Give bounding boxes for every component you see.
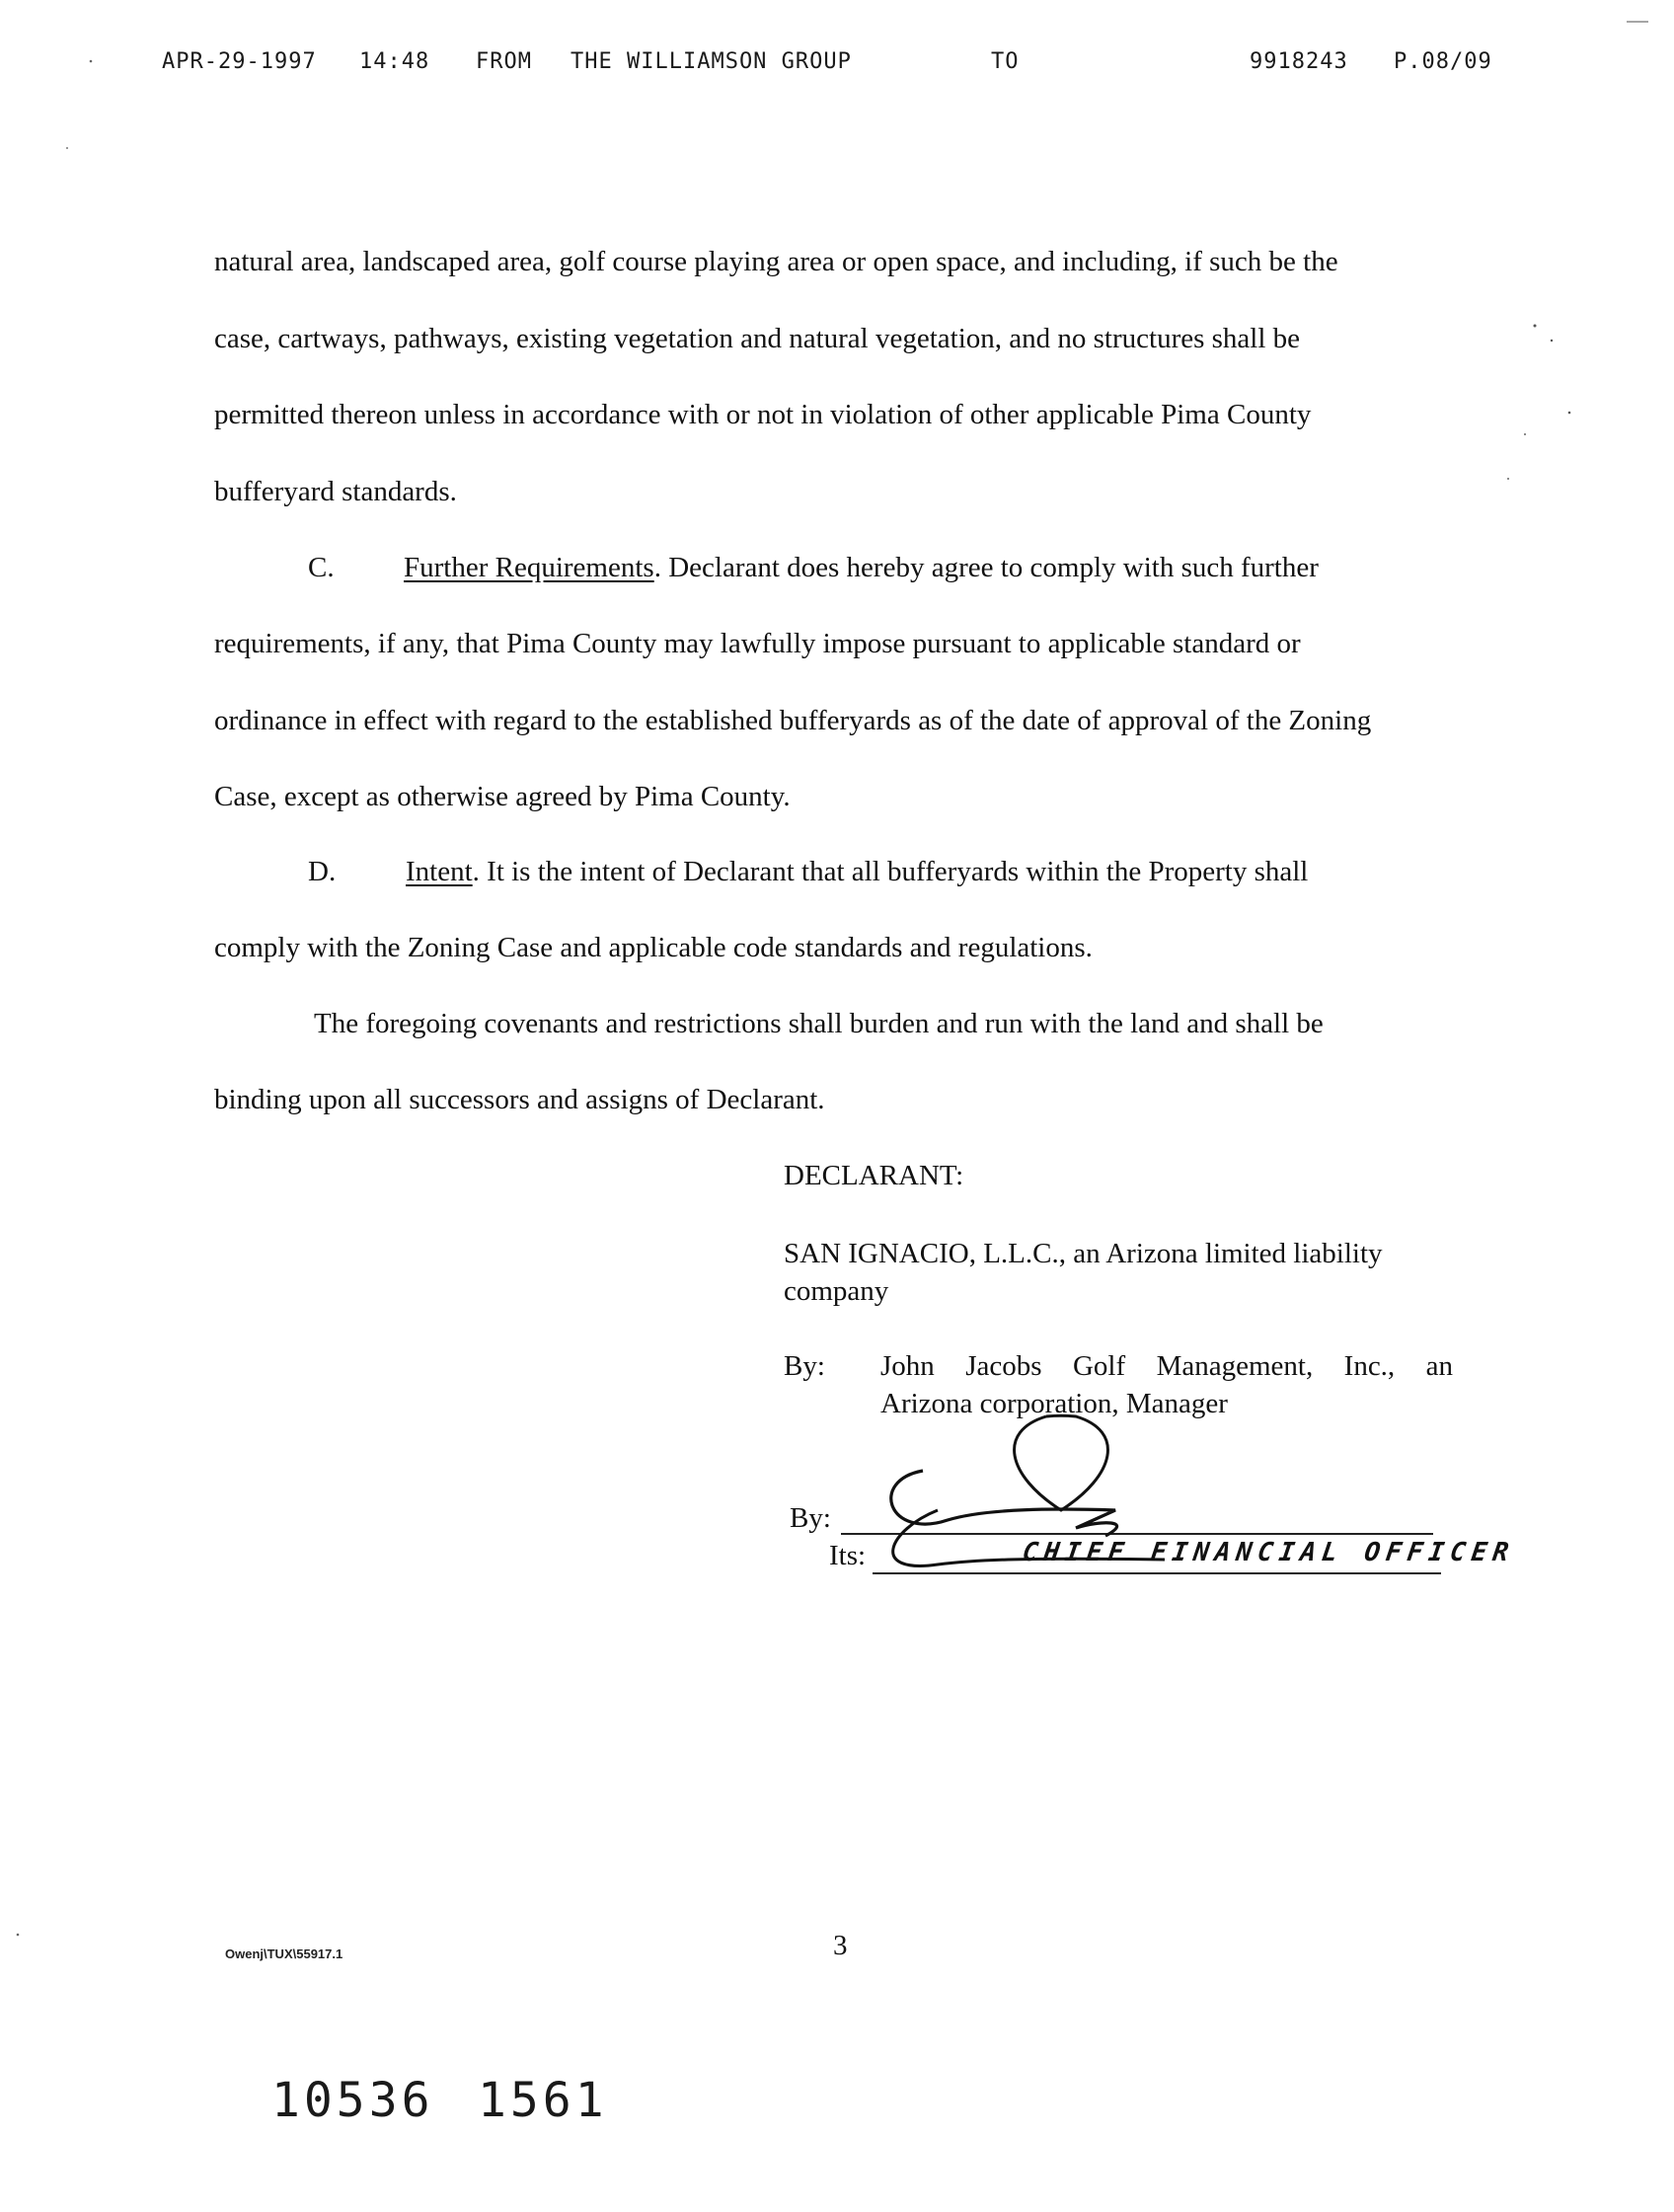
closing-line-1: The foregoing covenants and restrictions shall burden and run with the land and shall be: [314, 1008, 1324, 1039]
section-c-letter: C.: [308, 552, 335, 583]
entity-line-1: SAN IGNACIO, L.L.C., an Arizona limited liability: [784, 1238, 1383, 1269]
its-handwritten-title: CHIEF FINANCIAL OFFICER: [1020, 1538, 1517, 1567]
body-line-4: bufferyard standards.: [214, 476, 457, 507]
fax-to-label: TO: [991, 49, 1020, 74]
fax-time: 14:48: [359, 49, 430, 74]
section-c-line-2: requirements, if any, that Pima County may lawfully impose pursuant to applicable standard or: [214, 628, 1301, 659]
section-c-heading: Further Requirements: [404, 552, 654, 583]
body-line-3: permitted thereon unless in accordance with or not in violation of other applicable Pima County: [214, 399, 1312, 430]
section-d-heading: Intent: [406, 856, 473, 887]
its-label: Its:: [829, 1540, 867, 1571]
entity-line-2: company: [784, 1275, 889, 1307]
section-c-line-3: ordinance in effect with regard to the established bufferyards as of the date of approval of the Zoning: [214, 705, 1372, 736]
fax-date: APR-29-1997: [162, 49, 317, 74]
fax-from-name: THE WILLIAMSON GROUP: [571, 49, 852, 74]
by-label-1: By:: [784, 1350, 825, 1382]
section-c-text: . Declarant does hereby agree to comply with such further: [653, 552, 1319, 583]
fax-number: 9918243: [1250, 49, 1348, 74]
section-d-line-2: comply with the Zoning Case and applicable code standards and regulations.: [214, 932, 1093, 963]
section-d-text: . It is the intent of Declarant that all bufferyards within the Property shall: [472, 856, 1309, 887]
page-number: 3: [833, 1930, 848, 1961]
manager-line-2: Arizona corporation, Manager: [880, 1388, 1228, 1419]
by-label-2: By:: [790, 1502, 831, 1534]
recording-page: 1561: [478, 2073, 608, 2128]
recording-docket: 10536: [271, 2073, 434, 2128]
fax-from-label: FROM: [476, 49, 532, 74]
declarant-label: DECLARANT:: [784, 1160, 964, 1191]
section-c-line-4: Case, except as otherwise agreed by Pima County.: [214, 781, 791, 812]
closing-line-2: binding upon all successors and assigns of Declarant.: [214, 1084, 825, 1115]
manager-line-1: John Jacobs Golf Management, Inc., an: [880, 1350, 1453, 1382]
body-line-2: case, cartways, pathways, existing vegetation and natural vegetation, and no structures shall be: [214, 323, 1301, 354]
body-line-1: natural area, landscaped area, golf course playing area or open space, and including, if such be the: [214, 246, 1338, 277]
section-d-letter: D.: [308, 856, 337, 887]
document-id: Owenj\TUX\55917.1: [225, 1946, 343, 1961]
fax-page: P.08/09: [1394, 49, 1492, 74]
